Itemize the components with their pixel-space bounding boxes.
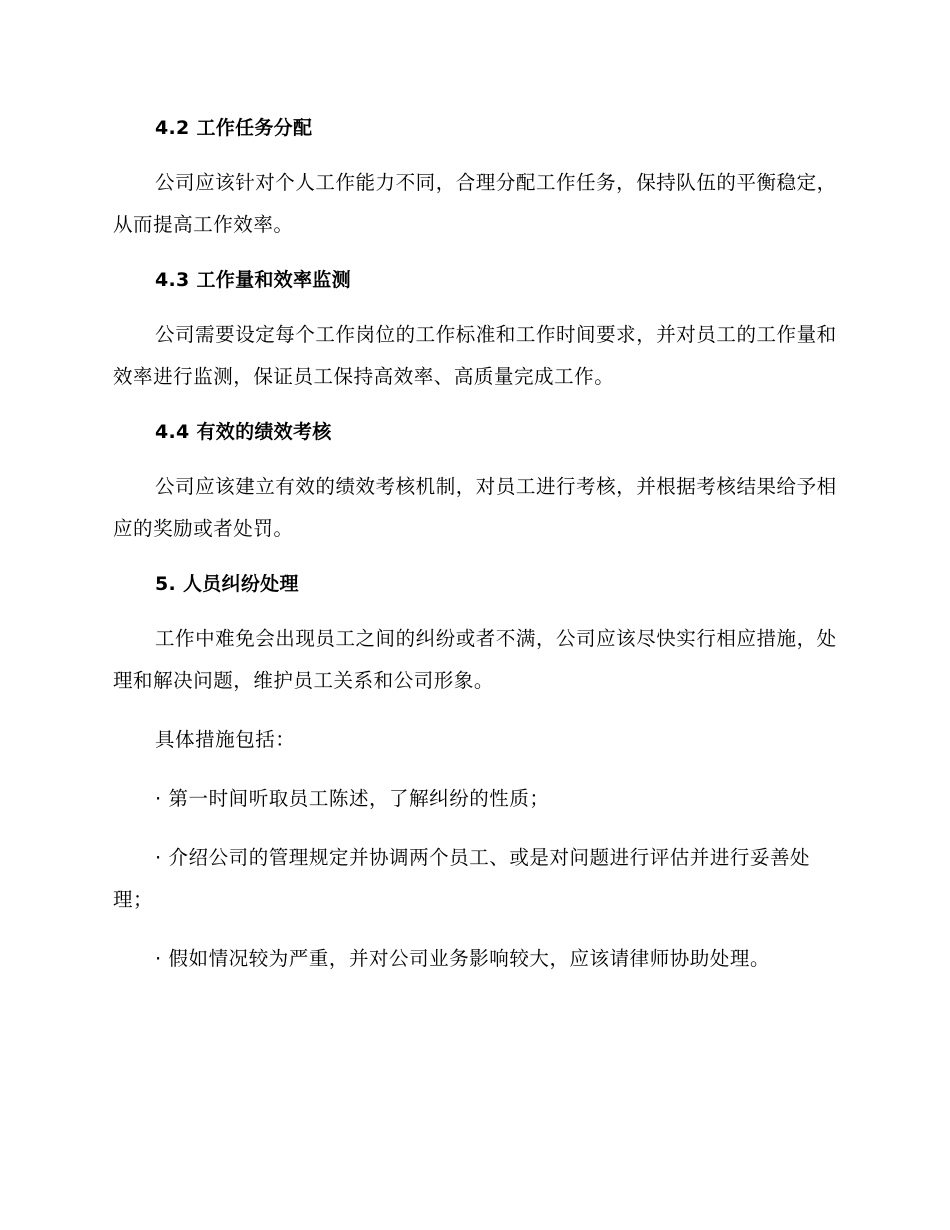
section-heading-5: 5. 人员纠纷处理 [155,573,299,595]
section-heading-4-3: 4.3 工作量和效率监测 [155,269,351,291]
list-item-measure-3: · 假如情况较为严重，并对公司业务影响较大，应该请律师协助处理。 [155,947,770,970]
paragraph-dispute-intro: 工作中难免会出现员工之间的纠纷或者不满，公司应该尽快实行相应措施，处理和解决问题，维护员工关系和公司形象。 [113,627,837,692]
section-heading-4-4: 4.4 有效的绩效考核 [155,421,332,443]
paragraph-workload-monitoring: 公司需要设定每个工作岗位的工作标准和工作时间要求，并对员工的工作量和效率进行监测，保证员工保持高效率、高质量完成工作。 [113,323,837,388]
paragraph-performance-review: 公司应该建立有效的绩效考核机制，对员工进行考核，并根据考核结果给予相应的奖励或者处罚。 [113,475,837,540]
section-heading-4-2: 4.2 工作任务分配 [155,117,313,139]
paragraph-task-allocation: 公司应该针对个人工作能力不同，合理分配工作任务，保持队伍的平衡稳定，从而提高工作效率。 [113,171,837,236]
paragraph-measures-label: 具体措施包括： [155,728,296,751]
document-page [113,112,837,980]
list-item-measure-1: · 第一时间听取员工陈述，了解纠纷的性质； [155,787,550,810]
list-item-measure-2: · 介绍公司的管理规定并协调两个员工、或是对问题进行评估并进行妥善处理； [113,846,811,911]
